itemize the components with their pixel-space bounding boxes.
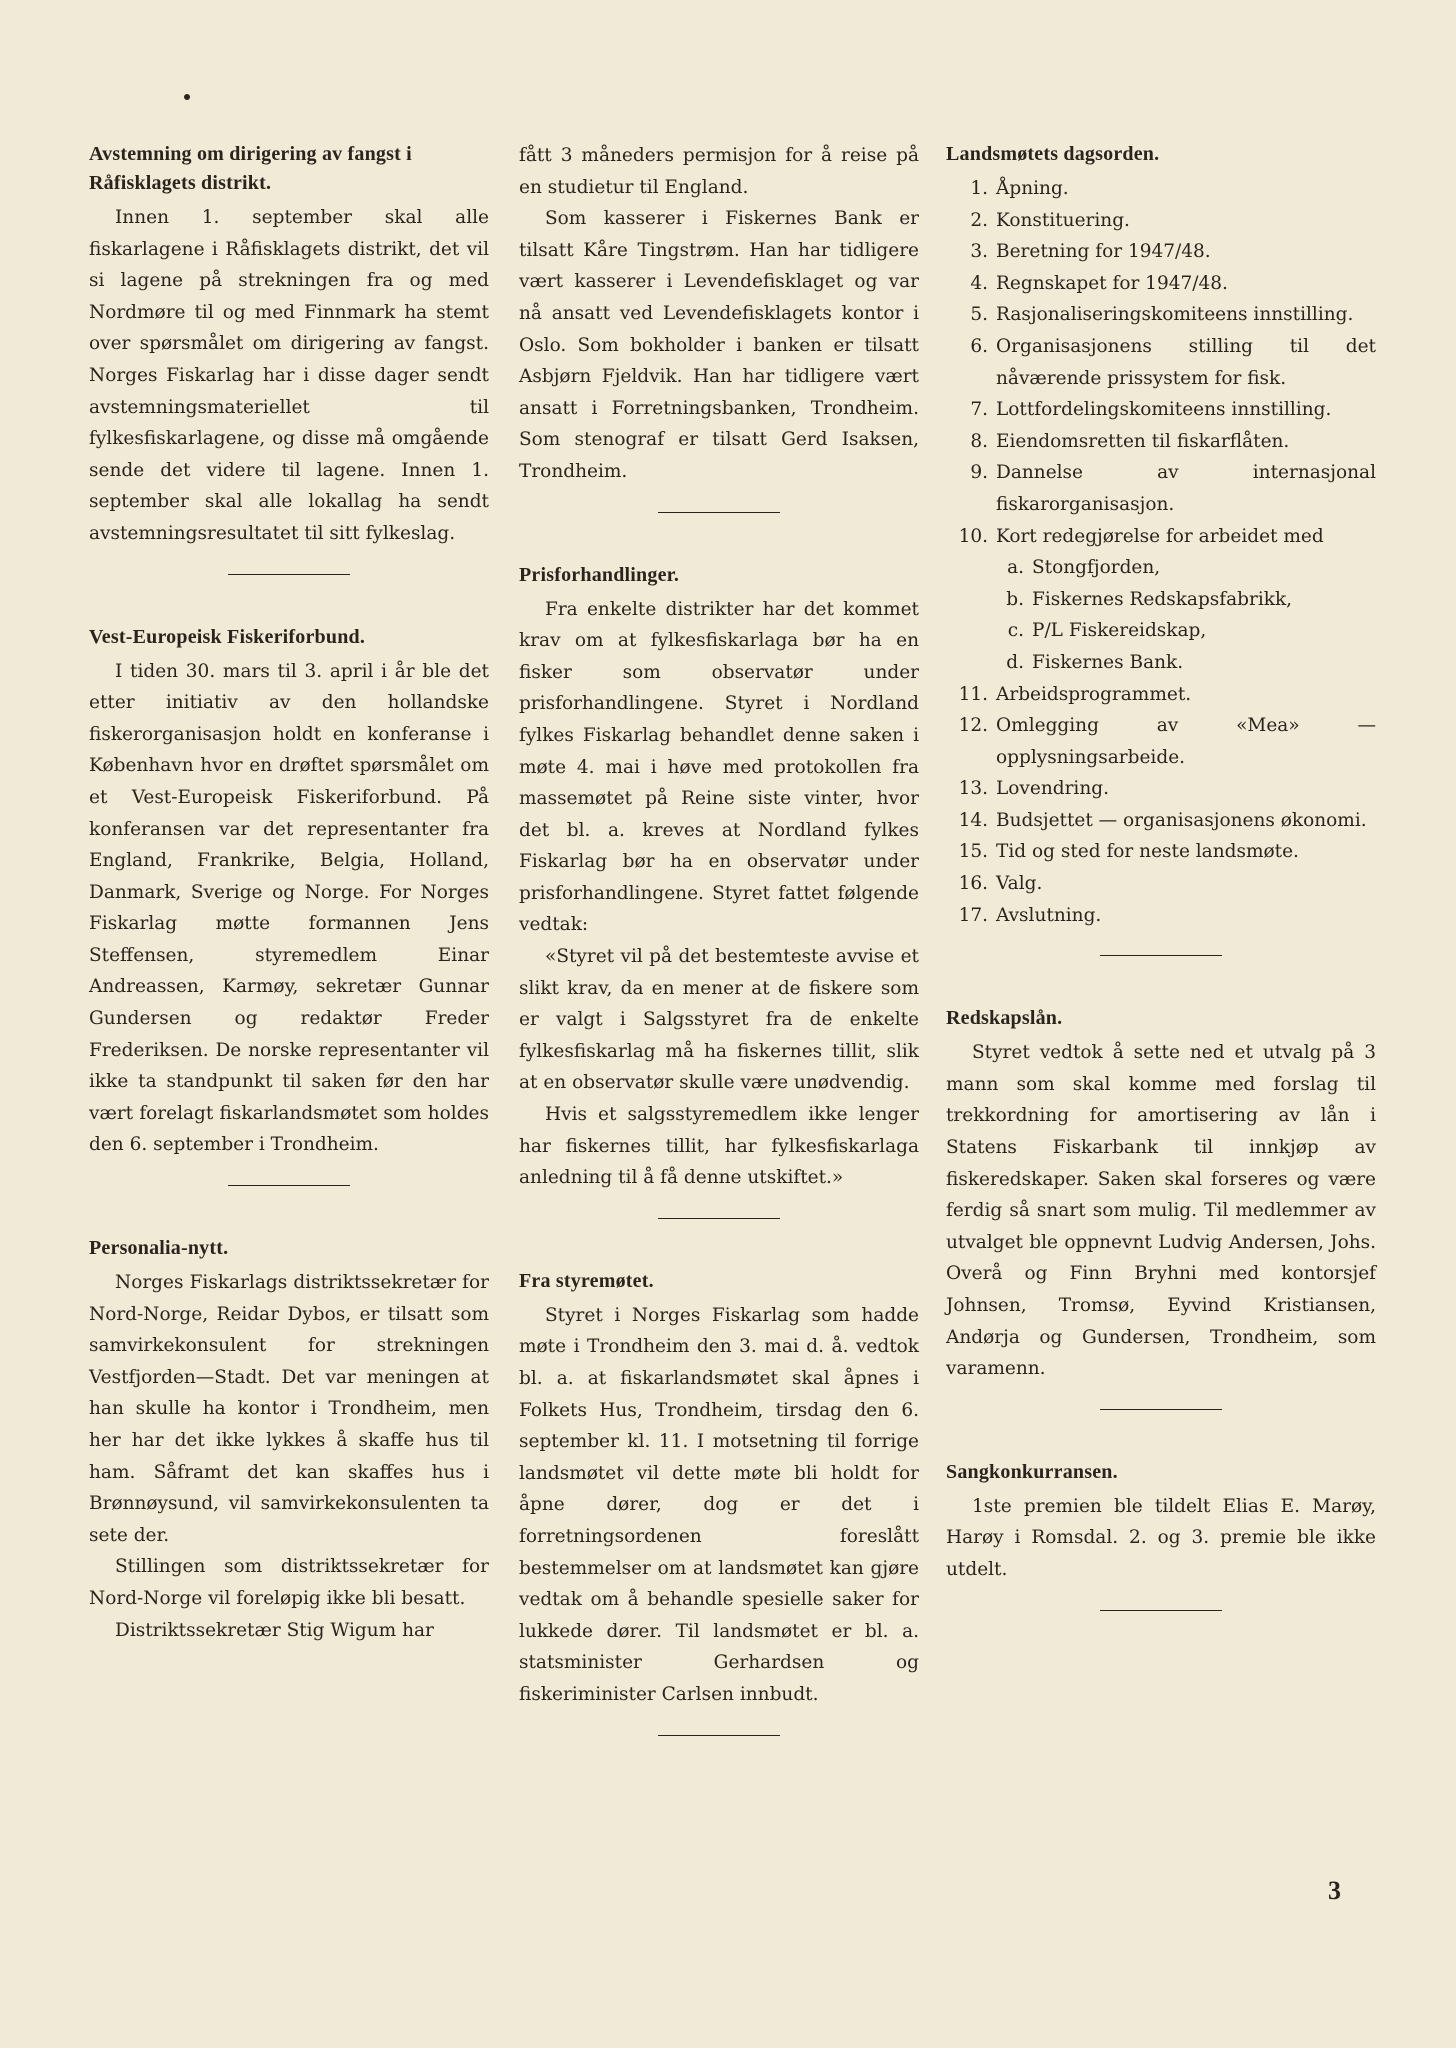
article-paragraph: Styret i Norges Fiskarlag som hadde møte i Trondheim den 3. mai d. å. vedtok bl. a. at fiskarlandsmøtet skal åpnes i Folkets Hus, Trondheim, tirsdag den 6. september kl. 11. I motsetning til forrige landsmøtet vil dette møte bli holdt for åpne dører, dog er det i forretningsordenen foreslått bestemmelser om at landsmøtet kan gjøre vedtak om å behandle spesielle saker for lukkede dører. Til landsmøtet er bl. a. statsminister Gerhardsen og fiskeriminister Carlsen innbudt. — [519, 1304, 919, 1705]
article-paragraph: Distriktssekretær Stig Wigum har — [115, 1619, 434, 1641]
ink-dot — [184, 94, 190, 100]
article-paragraph: Som kasserer i Fiskernes Bank er tilsatt Kåre Tingstrøm. Han har tidligere vært kasserer i Levendefisklaget og var nå ansatt ved Levendefisklagets kontor i Oslo. Som bokholder i banken er tilsatt Asbjørn Fjeldvik. Han har tidligere vært ansatt i Forretningsbanken, Trondheim. Som stenograf er tilsatt Gerd Isaksen, Trondheim. — [519, 208, 919, 482]
agenda-item: 11. Arbeidsprogrammet. — [958, 683, 1192, 705]
article-prisforhandlinger — [519, 561, 919, 1194]
article-paragraph: Stillingen som distriktssekretær for Nord-Norge vil foreløpig ikke bli besatt. — [89, 1556, 489, 1609]
article-paragraph: Styret vedtok å sette ned et utvalg på 3 mann som skal komme med forslag til trekkordning for amortisering av lån i Statens Fiskarbank til innkjøp av fiskeredskaper. Saken skal forseres og være ferdig så snart som mulig. Til medlemmer av utvalget ble oppnevnt Ludvig Andersen, Johs. Overå og Finn Bryhni med kontorsjef Johnsen, Tromsø, Eyvind Kristiansen, Andørja og Gundersen, Trondheim, som varamenn. — [946, 1042, 1376, 1380]
page-number: 3 — [1328, 1876, 1341, 1905]
article-fra-styremotet — [519, 1267, 919, 1711]
article-heading: Avstemning om dirigering av fangst i Råfisklagets distrikt. — [89, 143, 412, 194]
agenda-item: 15. Tid og sted for neste landsmøte. — [958, 841, 1299, 863]
article-personalia-continued — [519, 140, 919, 488]
article-heading: Redskapslån. — [946, 1007, 1063, 1030]
section-divider — [658, 1218, 780, 1219]
article-redskapslan — [946, 1004, 1376, 1385]
article-heading: Sangkonkurransen. — [946, 1460, 1118, 1483]
agenda-item: 7. Lottfordelingskomiteens innstilling. — [970, 399, 1332, 421]
agenda-item: 2. Konstituering. — [970, 209, 1130, 231]
agenda-item: 9. Dannelse av internasjonal fiskarorganisasjon. — [970, 462, 1376, 515]
section-divider — [228, 1185, 350, 1186]
section-divider — [1100, 1610, 1222, 1611]
article-heading: Personalia-nytt. — [89, 1237, 229, 1260]
agenda-item: 6. Organisasjonens stilling til det nåværende prissystem for fisk. — [970, 335, 1376, 389]
agenda-item: 10. Kort redegjørelse for arbeidet med a. Stongfjorden, b. Fiskernes Redskapsfabrikk, c. P/L Fiskereidskap, d. Fiskernes Bank. — [946, 521, 1376, 679]
article-heading: Vest-Europeisk Fiskeriforbund. — [89, 625, 366, 648]
agenda-item: 14. Budsjettet — organisasjonens økonomi. — [958, 809, 1367, 831]
agenda-subitem: b. Fiskernes Redskapsfabrikk, — [1006, 588, 1293, 610]
section-divider — [1100, 955, 1222, 956]
article-paragraph: Norges Fiskarlags distriktssekretær for Nord-Norge, Reidar Dybos, er tilsatt som samvirkekonsulent for strekningen Vestfjorden—Stadt. Det var meningen at han skulle ha kontor i Trondheim, men her har det ikke lykkes å skaffe hus til ham. Såframt det kan skaffes hus i Brønnøysund, vil samvirkekonsulenten ta sete der. — [89, 1272, 489, 1546]
agenda-item: 5. Rasjonaliseringskomiteens innstilling. — [970, 304, 1354, 326]
article-paragraph: Hvis et salgsstyremedlem ikke lenger har fiskernes tillit, har fylkesfiskarlaga anledning til å få denne utskiftet.» — [519, 1104, 919, 1189]
section-divider — [658, 1735, 780, 1736]
section-divider — [658, 512, 780, 513]
agenda-item: 8. Eiendomsretten til fiskarflåten. — [970, 430, 1290, 452]
column-1 — [89, 140, 489, 1646]
article-paragraph: 1ste premien ble tildelt Elias E. Marøy, Harøy i Romsdal. 2. og 3. premie ble ikke utdelt. — [946, 1495, 1376, 1580]
article-paragraph: I tiden 30. mars til 3. april i år ble det etter initiativ av den hollandske fiskerorganisasjon holdt en konferanse i København hvor en drøftet spørsmålet om et Vest-Europeisk Fiskeriforbund. På konferansen var det representanter fra England, Frankrike, Belgia, Holland, Danmark, Sverige og Norge. For Norges Fiskarlag møtte formannen Jens Steffensen, styremedlem Einar Andreassen, Karmøy, sekretær Gunnar Gundersen og redaktør Freder Frederiksen. De norske representanter vil ikke ta standpunkt til saken før den har vært forelagt fiskarlandsmøtet som holdes den 6. september i Trondheim. — [89, 660, 489, 1156]
article-paragraph: fått 3 måneders permisjon for å reise på en studietur til England. — [519, 145, 919, 198]
article-vest-europeisk — [89, 623, 489, 1162]
agenda-item: 17. Avslutning. — [958, 904, 1102, 926]
article-personalia — [89, 1234, 489, 1646]
agenda-item: 1. Åpning. — [970, 178, 1069, 199]
article-paragraph: Fra enkelte distrikter har det kommet krav om at fylkesfiskarlaga bør ha en fisker som observatør under prisforhandlingene. Styret i Nordland fylkes Fiskarlag behandlet denne saken i møte 4. mai i høve med protokollen fra massemøtet på Reine siste vinter, hvor det bl. a. kreves at Nordland fylkes Fiskarlag bør ha en observatør under prisforhandlingene. Styret fattet følgende vedtak: — [519, 598, 919, 936]
agenda-item: 4. Regnskapet for 1947/48. — [970, 272, 1228, 294]
article-heading: Fra styremøtet. — [519, 1269, 654, 1292]
article-sangkonkurransen — [946, 1458, 1376, 1586]
section-divider — [228, 574, 350, 575]
article-avstemning — [89, 140, 489, 550]
agenda-item: 16. Valg. — [958, 873, 1043, 895]
section-divider — [1100, 1409, 1222, 1410]
agenda-sublist — [996, 552, 1376, 678]
agenda-subitem: c. P/L Fiskereidskap, — [1007, 620, 1207, 642]
agenda-item: 13. Lovendring. — [958, 778, 1109, 800]
agenda-item: 3. Beretning for 1947/48. — [970, 241, 1211, 263]
agenda-subitem: a. Stongfjorden, — [1007, 557, 1161, 579]
article-dagsorden — [946, 140, 1376, 931]
article-paragraph: «Styret vil på det bestemteste avvise et slikt krav, da en mener at de fiskere som er valgt i Salgsstyret fra de enkelte fylkesfiskarlag må ha fiskernes tillit, slik at en observatør skulle være unødvendig. — [519, 946, 919, 1094]
agenda-item: 12. Omlegging av «Mea» — opplysningsarbeide. — [958, 715, 1376, 768]
column-2 — [519, 140, 919, 1784]
agenda-subitem: d. Fiskernes Bank. — [1006, 651, 1184, 673]
agenda-list — [946, 173, 1376, 931]
article-heading: Landsmøtets dagsorden. — [946, 143, 1160, 165]
column-3 — [946, 140, 1376, 1659]
article-paragraph: Innen 1. september skal alle fiskarlagene i Råfisklagets distrikt, det vil si lagene på strekningen fra og med Nordmøre til og med Finnmark ha stemt over spørsmålet om dirigering av fangst. Norges Fiskarlag har i disse dager sendt avstemningsmateriellet til fylkesfiskarlagene, og disse må omgående sende det videre til lagene. Innen 1. september skal alle lokallag ha sendt avstemningsresultatet til sitt fylkeslag. — [89, 207, 489, 544]
article-heading: Prisforhandlinger. — [519, 563, 680, 586]
